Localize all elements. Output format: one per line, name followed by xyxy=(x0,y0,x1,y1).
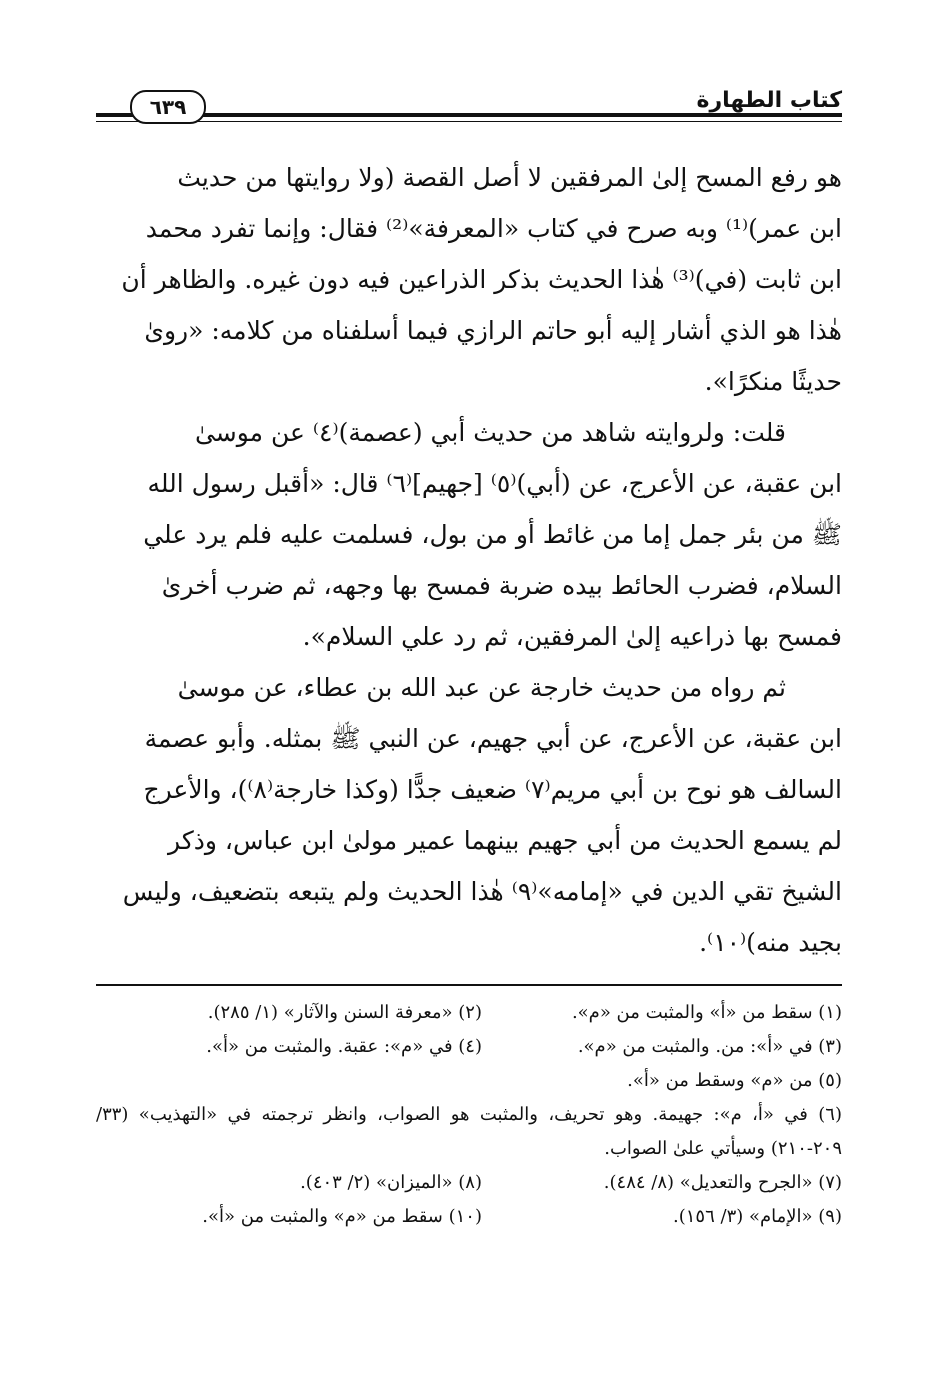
footnote-row xyxy=(96,1200,842,1234)
footnote-separator xyxy=(96,984,842,986)
text-line: حديثًا منكرًا». xyxy=(704,367,842,396)
paragraph-2 xyxy=(96,407,842,662)
paragraph-1 xyxy=(96,152,842,407)
footnote-2: (٢) «معرفة السنن والآثار» (١/ ٢٨٥). xyxy=(207,1002,482,1023)
text-line: ﷺ من بئر جمل إما من غائط أو من بول، فسلمت عليه فلم يرد علي xyxy=(143,520,842,549)
footnote-9: (٩) «الإمام» (٣/ ١٥٦). xyxy=(673,1206,842,1227)
header-rule-thin xyxy=(96,121,842,122)
footnote-3: (٣) في «أ»: من. والمثبت من «م». xyxy=(577,1036,842,1057)
text-line: السالف هو نوح بن أبي مريم⁽٧⁾ ضعيف جدًّا (وكذا خارجة⁽٨⁾)، والأعرج xyxy=(143,775,842,804)
text-line: ابن عقبة، عن الأعرج، عن (أبي)⁽٥⁾ [جهيم]⁽٦⁾ قال: «أقبل رسول الله xyxy=(147,469,842,498)
text-line: فمسح بها ذراعيه إلىٰ المرفقين، ثم رد علي السلام». xyxy=(302,622,842,651)
text-line: الشيخ تقي الدين في «إمامه»⁽٩⁾ هٰذا الحديث ولم يتبعه بتضعيف، وليس xyxy=(122,877,842,906)
page-number: ٦٣٩ xyxy=(130,90,206,124)
text-line: ثم رواه من حديث خارجة عن عبد الله بن عطاء، عن موسىٰ xyxy=(177,673,786,702)
text-line: ابن عمر)⁽¹⁾ وبه صرح في كتاب «المعرفة»⁽²⁾ فقال: وإنما تفرد محمد xyxy=(145,214,842,243)
footnote-row xyxy=(96,1030,842,1064)
chapter-title: كتاب الطهارة xyxy=(696,88,842,113)
text-line: قلت: ولروايته شاهد من حديث أبي (عصمة)⁽٤⁾ عن موسىٰ xyxy=(194,418,786,447)
text-line: ابن عقبة، عن الأعرج، عن أبي جهيم، عن النبي ﷺ بمثله. وأبو عصمة xyxy=(144,724,842,753)
text-line: هو رفع المسح إلىٰ المرفقين لا أصل القصة (ولا روايتها من حديث xyxy=(177,163,842,192)
text-line: بجيد منه)⁽١٠⁾. xyxy=(699,928,842,957)
footnote-row xyxy=(96,1166,842,1200)
text-line: السلام، فضرب الحائط بيده ضربة فمسح بها وجهه، ثم ضرب أخرىٰ xyxy=(161,571,842,600)
footnotes xyxy=(96,996,842,1234)
paragraph-3 xyxy=(96,662,842,968)
page-header xyxy=(96,86,842,132)
footnote-1: (١) سقط من «أ» والمثبت من «م». xyxy=(571,1002,842,1023)
footnote-10: (١٠) سقط من «م» والمثبت من «أ». xyxy=(202,1206,482,1227)
text-line: لم يسمع الحديث من أبي جهيم بينهما عمير مولىٰ ابن عباس، وذكر xyxy=(168,826,842,855)
footnote-4: (٤) في «م»: عقبة. والمثبت من «أ». xyxy=(206,1036,482,1057)
footnote-row xyxy=(96,1098,842,1166)
text-line: هٰذا هو الذي أشار إليه أبو حاتم الرازي فيما أسلفناه من كلامه: «روىٰ xyxy=(144,316,842,345)
footnote-7: (٧) «الجرح والتعديل» (٨/ ٤٨٤). xyxy=(603,1172,842,1193)
header-rule-thick xyxy=(96,113,842,117)
footnote-5: (٥) من «م» وسقط من «أ». xyxy=(627,1070,842,1091)
footnote-row xyxy=(96,996,842,1030)
footnote-row xyxy=(96,1064,842,1098)
main-text xyxy=(96,152,842,968)
footnote-8: (٨) «الميزان» (٢/ ٤٠٣). xyxy=(300,1172,482,1193)
text-line: ابن ثابت (في)⁽³⁾ هٰذا الحديث بذكر الذراعين فيه دون غيره. والظاهر أن xyxy=(121,265,842,294)
footnote-6: (٦) في «أ، م»: جهيمة. وهو تحريف، والمثبت هو الصواب، وانظر ترجمته في «التهذيب» (٣٣/ ٢٠٩-٢١٠) وسيأتي علىٰ الصواب. xyxy=(96,1104,842,1159)
